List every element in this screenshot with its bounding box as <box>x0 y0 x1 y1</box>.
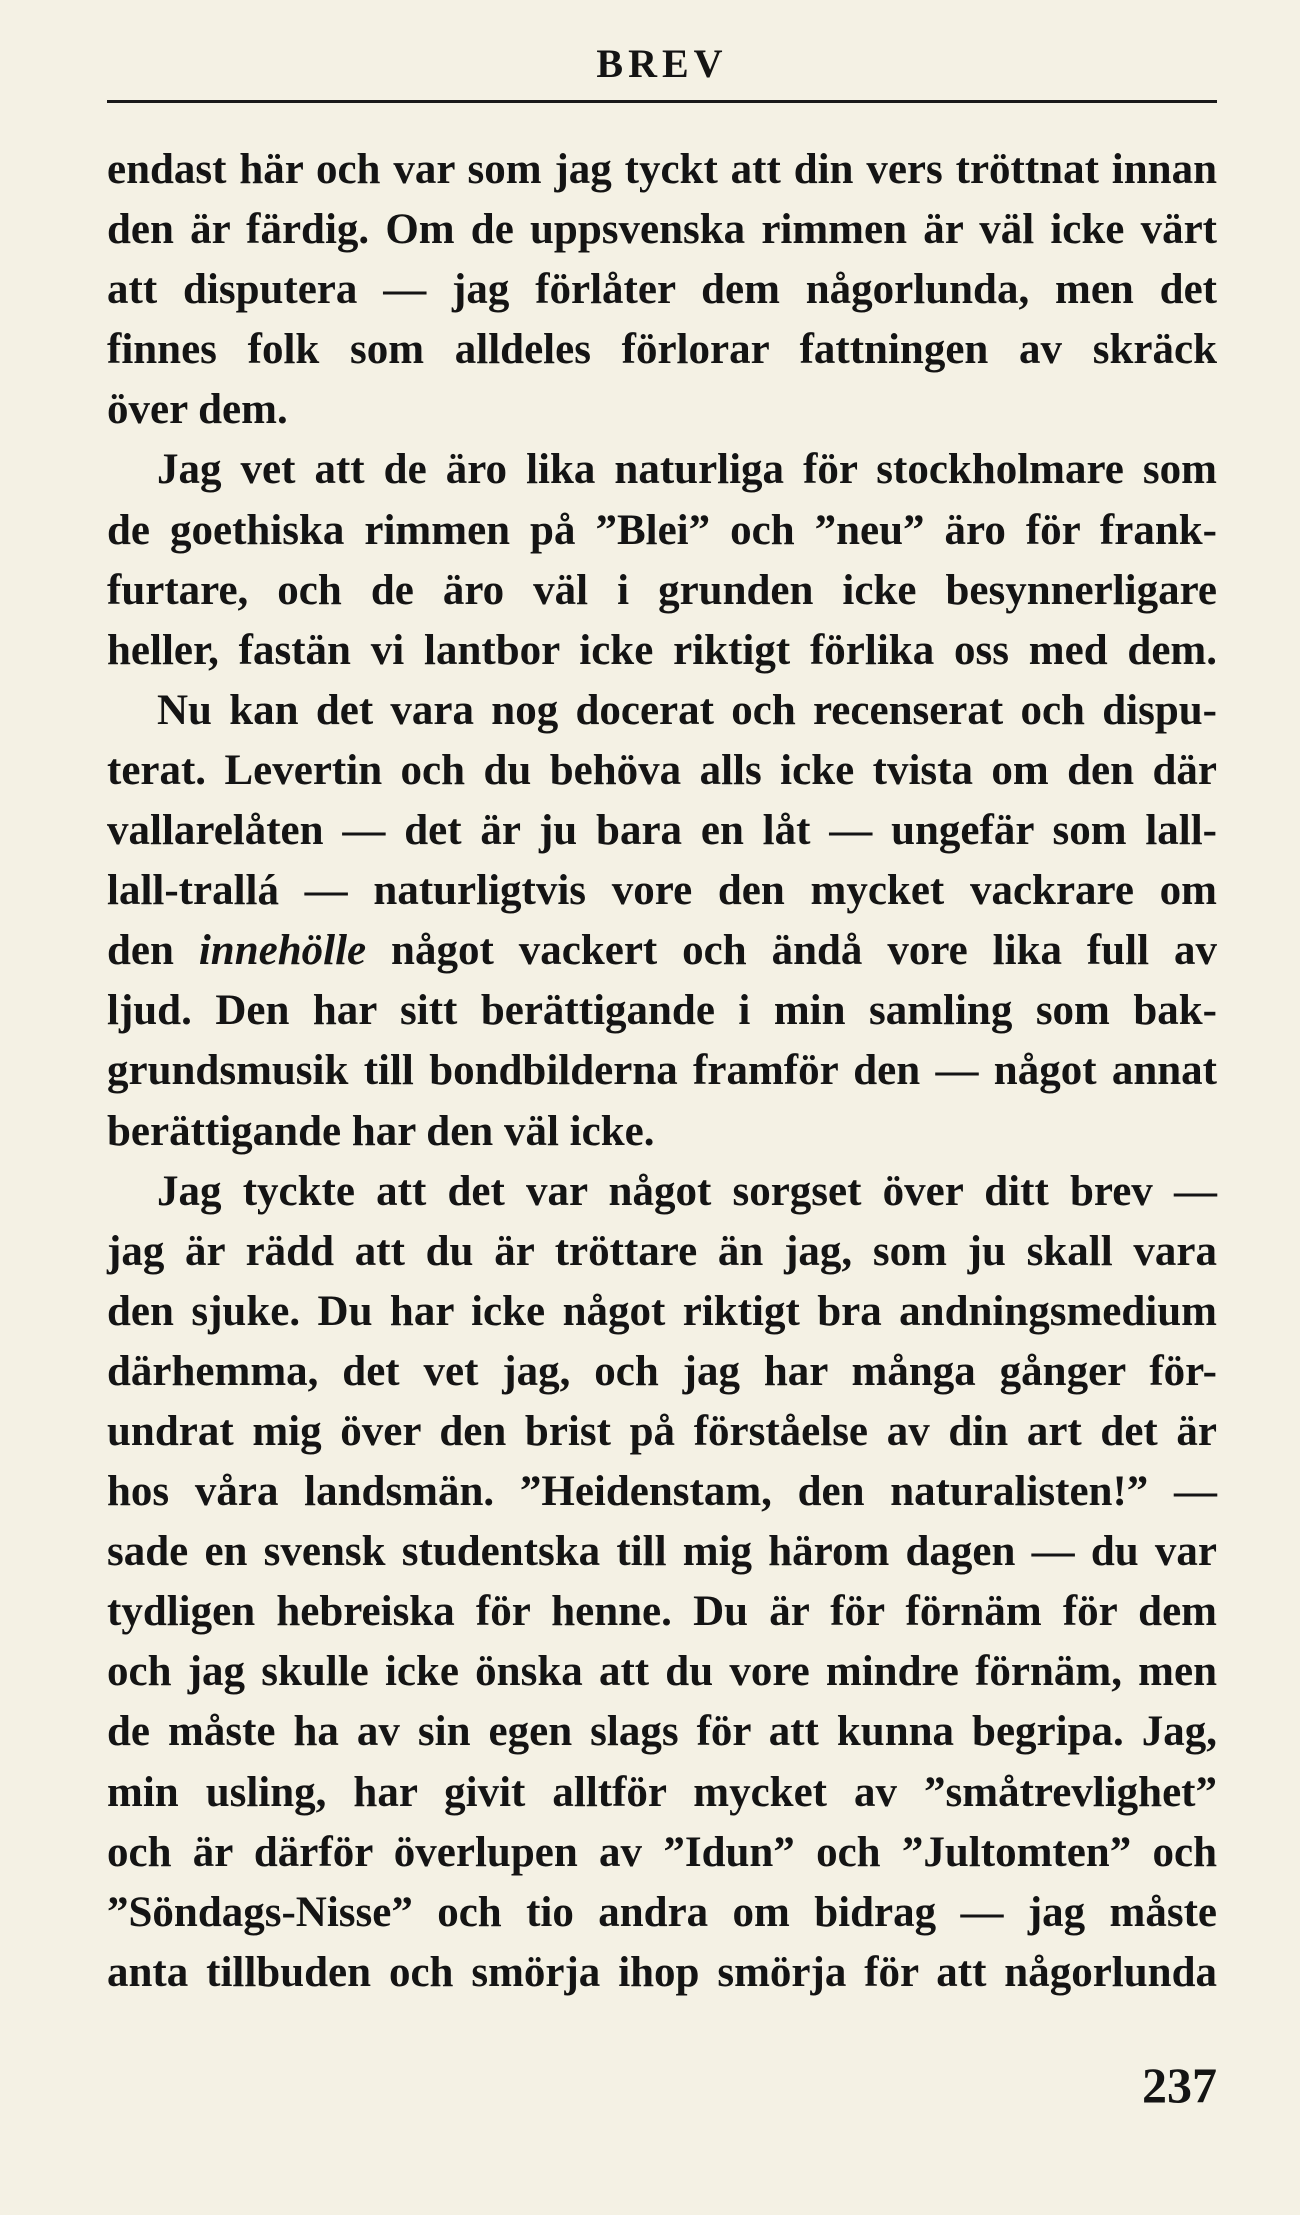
text-line: vallarelåten — det är ju bara en låt — ungefär som lall- <box>107 807 1217 855</box>
text-line: furtare, och de äro väl i grunden icke besynnerligare <box>107 566 1217 614</box>
text-line: den sjuke. Du har icke något riktigt bra andningsmedium <box>107 1287 1217 1335</box>
text-line: de goethiska rimmen på ”Blei” och ”neu” äro för frank- <box>107 506 1217 554</box>
text-line: endast här och var som jag tyckt att din vers tröttnat innan <box>107 146 1217 193</box>
page-number: 237 <box>1142 2057 1217 2113</box>
text-line: ljud. Den har sitt berättigande i min samling som bak- <box>107 987 1217 1035</box>
text-line: heller, fastän vi lantbor icke riktigt förlika oss med dem. <box>107 626 1217 674</box>
text-line: den är färdig. Om de uppsvenska rimmen är väl icke värt <box>107 206 1217 254</box>
text-line: därhemma, det vet jag, och jag har många gånger för- <box>107 1347 1217 1395</box>
text-line: tydligen hebreiska för henne. Du är för förnäm för dem <box>107 1588 1217 1636</box>
text-line: Jag tyckte att det var något sorgset över ditt brev — <box>157 1167 1217 1215</box>
text-line: sade en svensk studentska till mig härom dagen — du var <box>107 1528 1217 1576</box>
text-line: de måste ha av sin egen slags för att kunna begripa. Jag, <box>107 1708 1217 1756</box>
text-line: att disputera — jag förlåter dem någorlunda, men det <box>107 266 1217 314</box>
text-line: Jag vet att de äro lika naturliga för stockholmare som <box>157 446 1217 494</box>
body-text <box>107 140 1217 2003</box>
text-line: lall-trallá — naturligtvis vore den mycket vackrare om <box>107 867 1217 915</box>
text-line: grundsmusik till bondbilderna framför den — något annat <box>107 1047 1217 1095</box>
text-line: ”Söndags-Nisse” och tio andra om bidrag — jag måste <box>107 1888 1217 1936</box>
header-rule <box>107 100 1217 103</box>
text-line: och jag skulle icke önska att du vore mindre förnäm, men <box>107 1648 1217 1696</box>
text-line: hos våra landsmän. ”Heidenstam, den naturalisten!” — <box>107 1468 1217 1516</box>
book-page <box>107 0 1217 2215</box>
text-line: undrat mig över den brist på förståelse av din art det är <box>107 1407 1217 1455</box>
text-line: anta tillbuden och smörja ihop smörja för att någorlunda <box>107 1948 1217 1996</box>
text-line: terat. Levertin och du behöva alls icke tvista om den där <box>107 746 1217 794</box>
text-line: Nu kan det vara nog docerat och recenserat och dispu- <box>157 686 1217 734</box>
text-line: över dem. <box>107 386 288 434</box>
text-line: min usling, har givit alltför mycket av ”småtrevlighet” <box>107 1768 1217 1816</box>
text-line: berättigande har den väl icke. <box>107 1107 655 1155</box>
text-line: den innehölle något vackert och ändå vore lika full av <box>107 927 1217 975</box>
text-line: finnes folk som alldeles förlorar fattningen av skräck <box>107 326 1217 374</box>
emphasized-word: innehölle <box>198 927 367 975</box>
text-line: jag är rädd att du är tröttare än jag, som ju skall vara <box>107 1227 1217 1275</box>
text-line: och är därför överlupen av ”Idun” och ”Jultomten” och <box>107 1828 1217 1876</box>
running-title: BREV <box>596 41 728 86</box>
